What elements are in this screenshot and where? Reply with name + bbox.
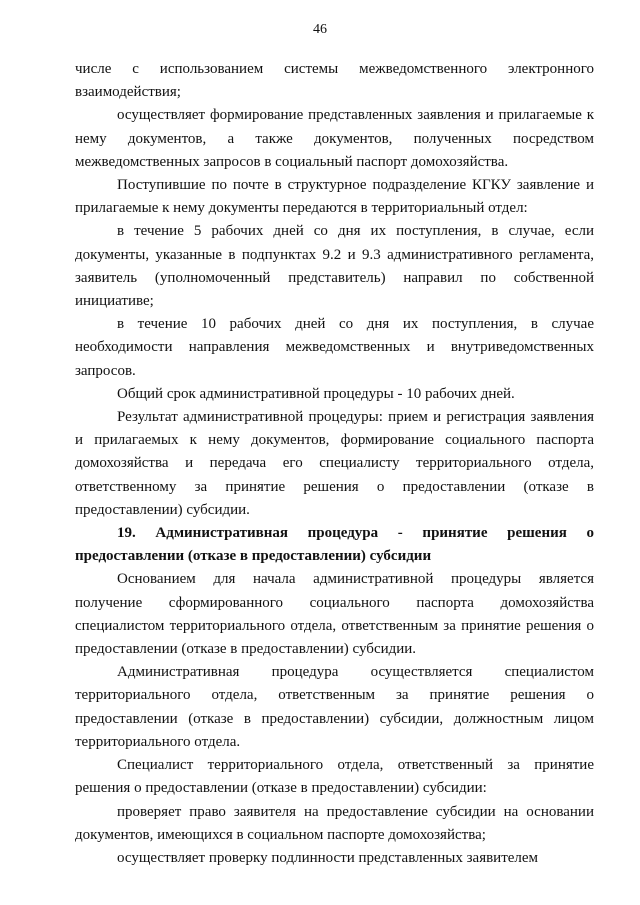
paragraph-9: Основанием для начала административной процедуры является получение сформированного социального паспорта домохозяйства специалистом территориального отдела, ответственным за принятие решения о предоставлении (отказе в предоставлении) субсидии.	[75, 571, 594, 658]
paragraph-13: осуществляет проверку подлинности представленных заявителем	[117, 849, 539, 866]
document-body	[75, 58, 594, 870]
paragraph-1: числе с использованием системы межведомственного электронного взаимодействия;	[75, 61, 594, 101]
paragraph-5: в течение 10 рабочих дней со дня их поступления, в случае необходимости направления межведомственных и внутриведомственных запросов.	[75, 316, 594, 379]
paragraph-12: проверяет право заявителя на предоставление субсидии на основании документов, имеющихся в социальном паспорте домохозяйства;	[75, 803, 594, 843]
paragraph-6: Общий срок административной процедуры - 10 рабочих дней.	[117, 385, 515, 402]
paragraph-2: осуществляет формирование представленных заявления и прилагаемые к нему документов, а также документов, полученных посредством межведомственных запросов в социальный паспорт домохозяйства.	[75, 107, 594, 170]
paragraph-7: Результат административной процедуры: прием и регистрация заявления и прилагаемых к нему документов, формирование социального паспорта домохозяйства и передача его специалисту территориального отдела, ответственному за принятие решения о предоставлении (отказе в предоставлении) субсидии.	[75, 409, 594, 518]
page-number: 46	[313, 22, 327, 37]
paragraph-3: Поступившие по почте в структурное подразделение КГКУ заявление и прилагаемые к нему документы передаются в территориальный отдел:	[75, 177, 594, 217]
paragraph-10: Административная процедура осуществляется специалистом территориального отдела, ответственным за принятие решения о предоставлении (отказе в предоставлении) субсидии, должностным лицом территориального отдела.	[75, 664, 594, 750]
paragraph-11: Специалист территориального отдела, ответственный за принятие решения о предоставлении (отказе в предоставлении) субсидии:	[75, 757, 594, 797]
section-heading-19: 19. Административная процедура - принятие решения о предоставлении (отказе в предоставлении) субсидии	[75, 525, 594, 565]
paragraph-4: в течение 5 рабочих дней со дня их поступления, в случае, если документы, указанные в подпунктах 9.2 и 9.3 административного регламента, заявитель (уполномоченный представитель) направил по собственной инициативе;	[75, 223, 594, 310]
